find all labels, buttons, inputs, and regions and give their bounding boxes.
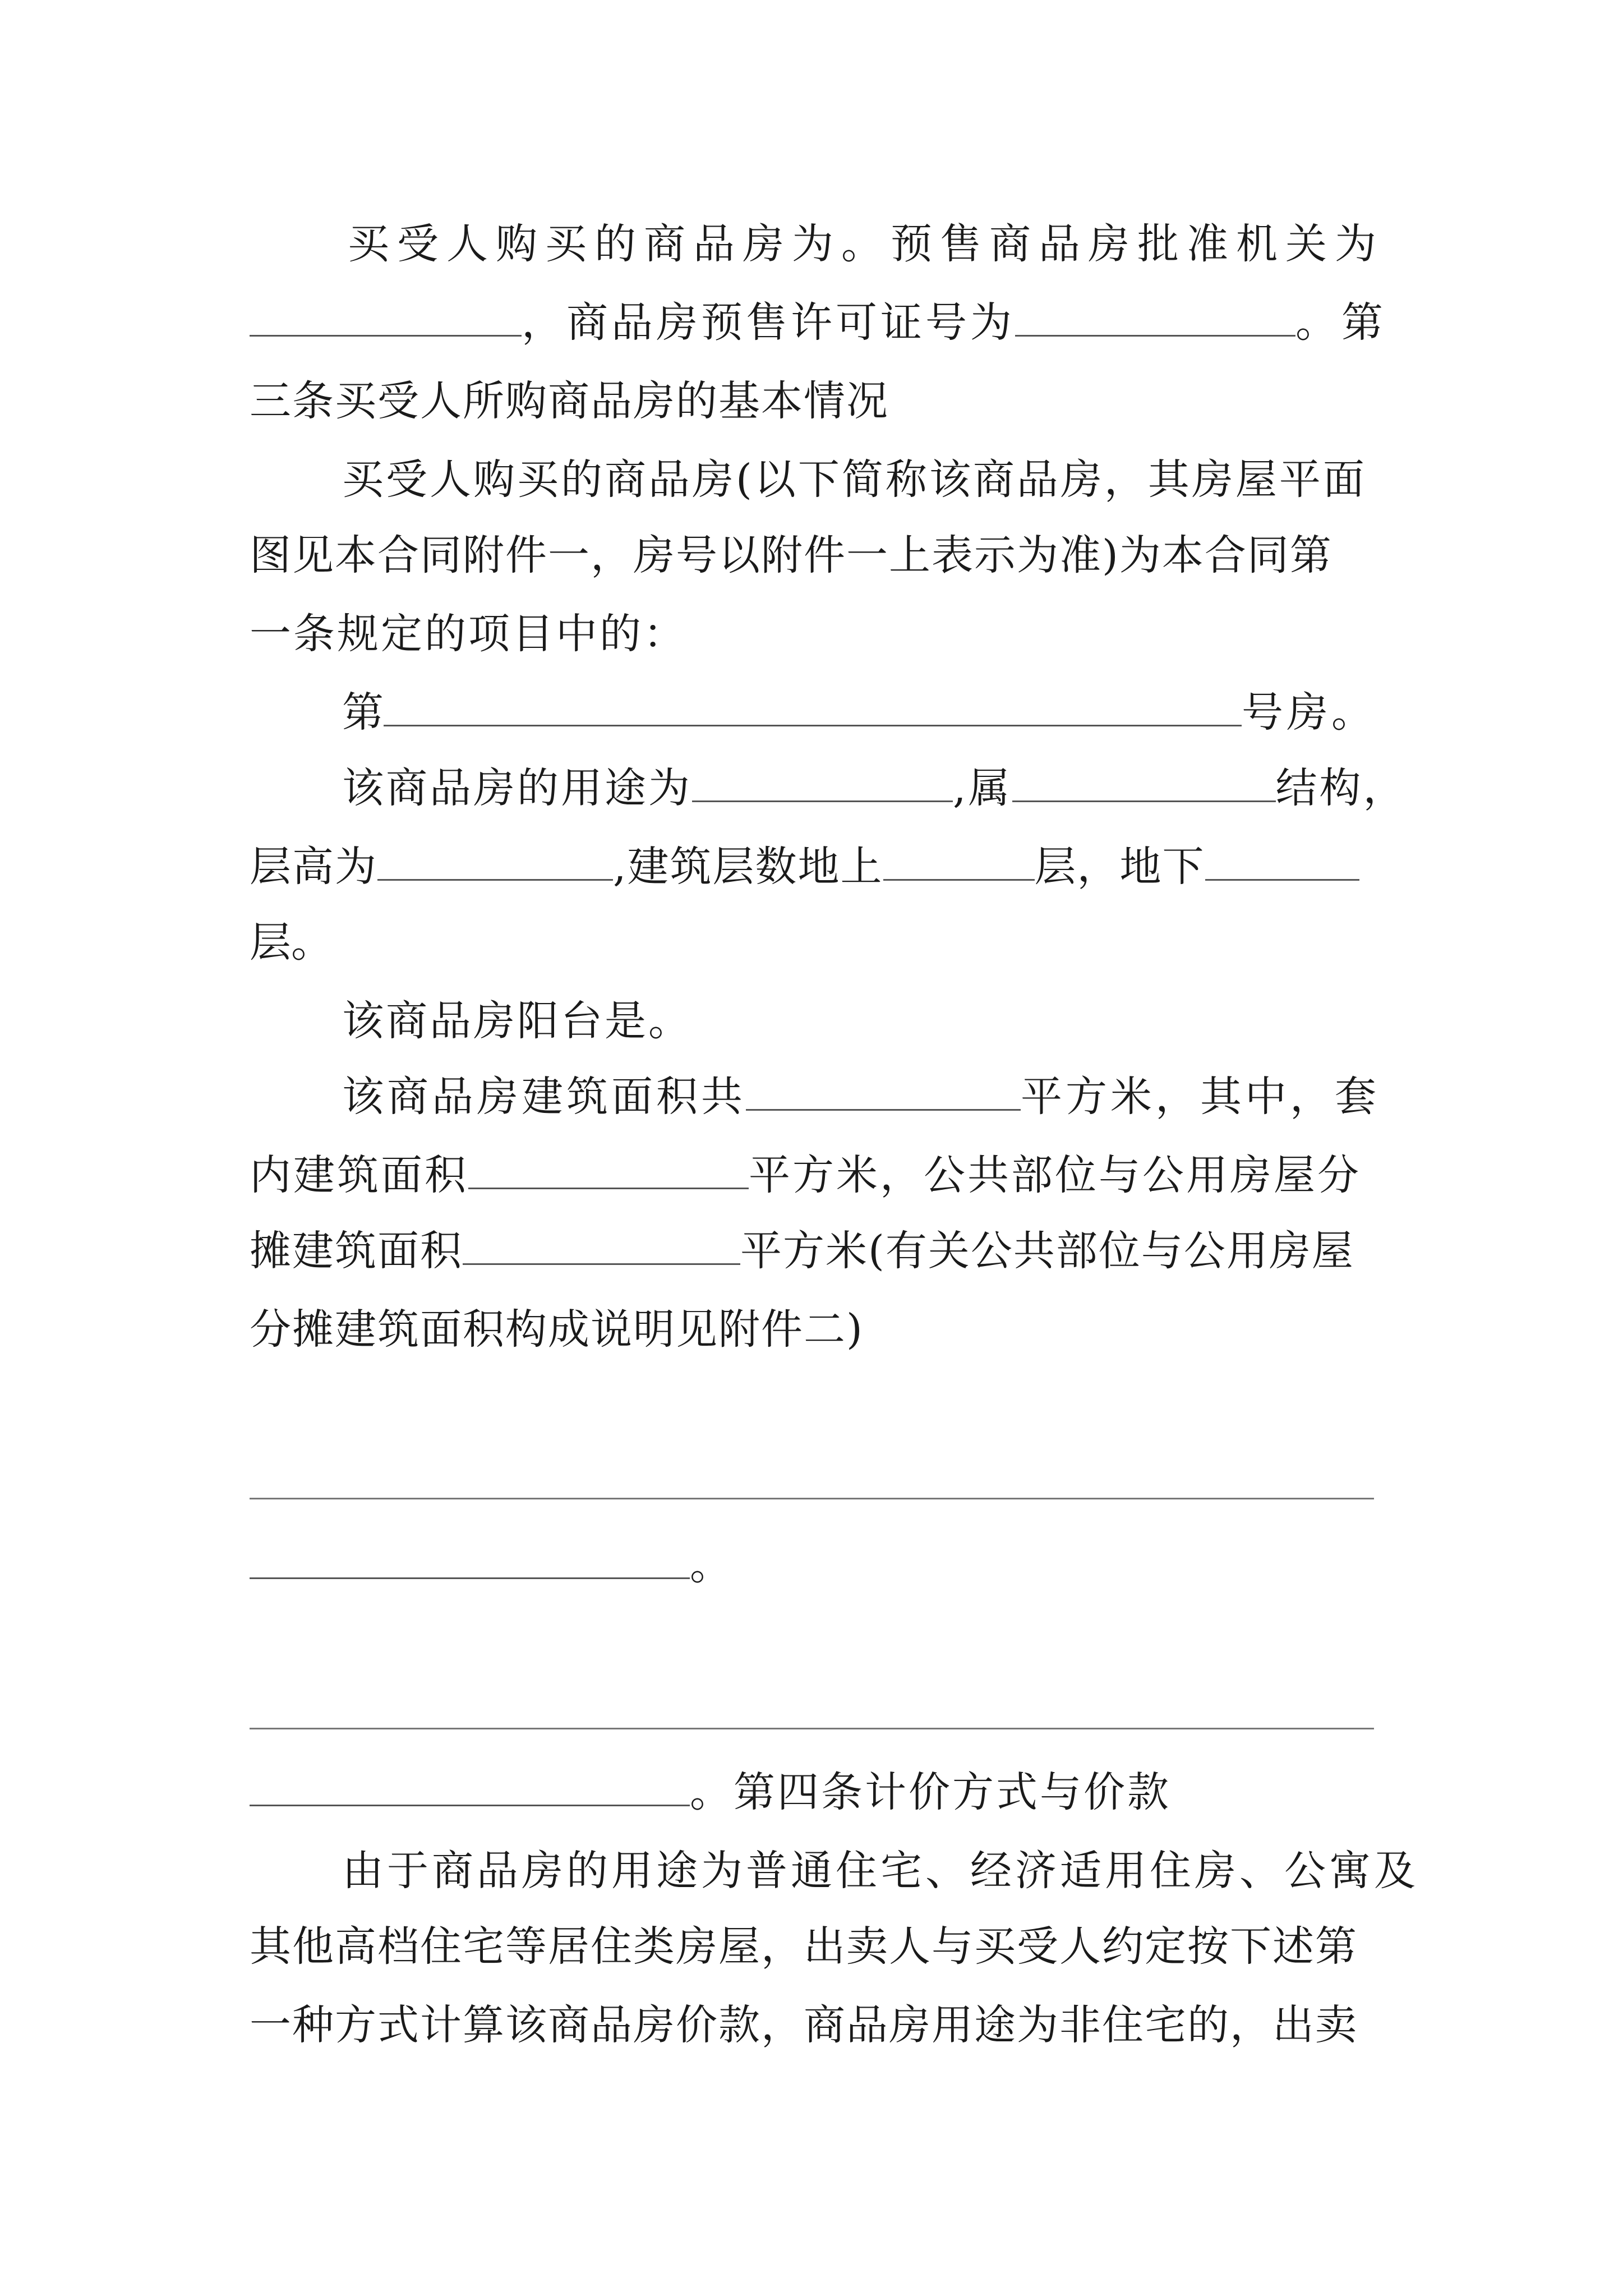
text-line: [250, 1989, 1358, 2062]
paragraph-text: 图见本合同附件一，房号以附件一上表示为准)为本合同第: [250, 531, 1332, 579]
section-heading: 三条买受人所购商品房的基本情况: [250, 377, 889, 425]
text-line: [250, 365, 889, 438]
paragraph-text: 。第: [1295, 298, 1387, 347]
room-number-blank[interactable]: [384, 685, 1242, 726]
paragraph-text: 由于商品房的用途为普通住宅、经济适用住房、公寓及: [342, 1847, 1419, 1895]
shared-area-blank[interactable]: [463, 1224, 740, 1265]
fill-in-line[interactable]: [250, 1498, 1374, 1499]
fill-in-blank[interactable]: [250, 1538, 690, 1579]
paragraph-text: 层，地下: [1034, 843, 1205, 891]
text-line: [342, 676, 1376, 749]
paragraph-text: 平方米，其中，套: [1021, 1073, 1380, 1121]
paragraph-text: 分摊建筑面积构成说明见附件二): [250, 1305, 864, 1354]
fill-in-blank[interactable]: [1015, 296, 1295, 337]
fill-in-line[interactable]: [250, 1728, 1374, 1729]
paragraph-text: 摊建筑面积: [250, 1227, 463, 1275]
paragraph-text: 结构，: [1275, 764, 1407, 812]
paragraph-text: 买受人购买的商品房(以下简称该商品房，其房屋平面: [342, 455, 1367, 504]
paragraph-text: 该商品房的用途为: [342, 764, 692, 812]
text-line: [250, 1139, 1361, 1212]
paragraph-text: 该商品房阳台是。: [342, 997, 692, 1045]
paragraph-text: 平方米(有关公共部位与公用房屋: [740, 1227, 1354, 1275]
paragraph-text: ,属: [953, 764, 1012, 812]
text-line: [250, 1529, 731, 1602]
floors-below-blank[interactable]: [1205, 840, 1359, 881]
text-line: [342, 752, 1407, 825]
text-line: [250, 519, 1332, 592]
text-line: [342, 443, 1367, 516]
text-line: [250, 1214, 1354, 1287]
paragraph-text: 一种方式计算该商品房价款，商品房用途为非住宅的，出卖: [250, 2001, 1358, 2049]
text-line: [250, 906, 333, 979]
text-line: [250, 1293, 864, 1366]
text-line: [348, 208, 1384, 280]
fill-in-blank[interactable]: [250, 296, 522, 337]
fill-in-blank[interactable]: [250, 1765, 690, 1806]
text-line: [342, 984, 692, 1057]
text-line: [250, 1910, 1358, 1983]
paragraph-text: 号房。: [1242, 688, 1376, 737]
usage-blank[interactable]: [692, 761, 953, 802]
total-area-blank[interactable]: [746, 1070, 1021, 1111]
inner-area-blank[interactable]: [468, 1148, 749, 1189]
text-line: [250, 830, 1359, 903]
section-heading: 。第四条计价方式与价款: [690, 1768, 1171, 1816]
paragraph-text: 层高为: [250, 843, 377, 891]
paragraph-text: 内建筑面积: [250, 1151, 468, 1199]
paragraph-text: 平方米，公共部位与公用房屋分: [749, 1151, 1361, 1199]
paragraph-text: 买受人购买的商品房为。预售商品房批准机关为: [348, 220, 1384, 268]
text-line: [250, 597, 687, 670]
structure-blank[interactable]: [1012, 761, 1276, 802]
paragraph-text: 其他高档住宅等居住类房屋，出卖人与买受人约定按下述第: [250, 1922, 1358, 1971]
text-line: [250, 286, 1387, 359]
text-line: [342, 1060, 1380, 1133]
paragraph-text: 。: [690, 1541, 731, 1589]
paragraph-text: 一条规定的项目中的：: [250, 610, 687, 658]
text-line: [250, 1756, 1171, 1829]
paragraph-text: ,建筑层数地上: [613, 843, 883, 891]
floors-above-blank[interactable]: [883, 840, 1035, 881]
text-line: [342, 1834, 1419, 1907]
paragraph-text: ，商品房预售许可证号为: [522, 298, 1015, 347]
floor-height-blank[interactable]: [377, 840, 613, 881]
paragraph-text: 第: [342, 688, 384, 737]
paragraph-text: 该商品房建筑面积共: [342, 1073, 746, 1121]
paragraph-text: 层。: [250, 918, 333, 967]
